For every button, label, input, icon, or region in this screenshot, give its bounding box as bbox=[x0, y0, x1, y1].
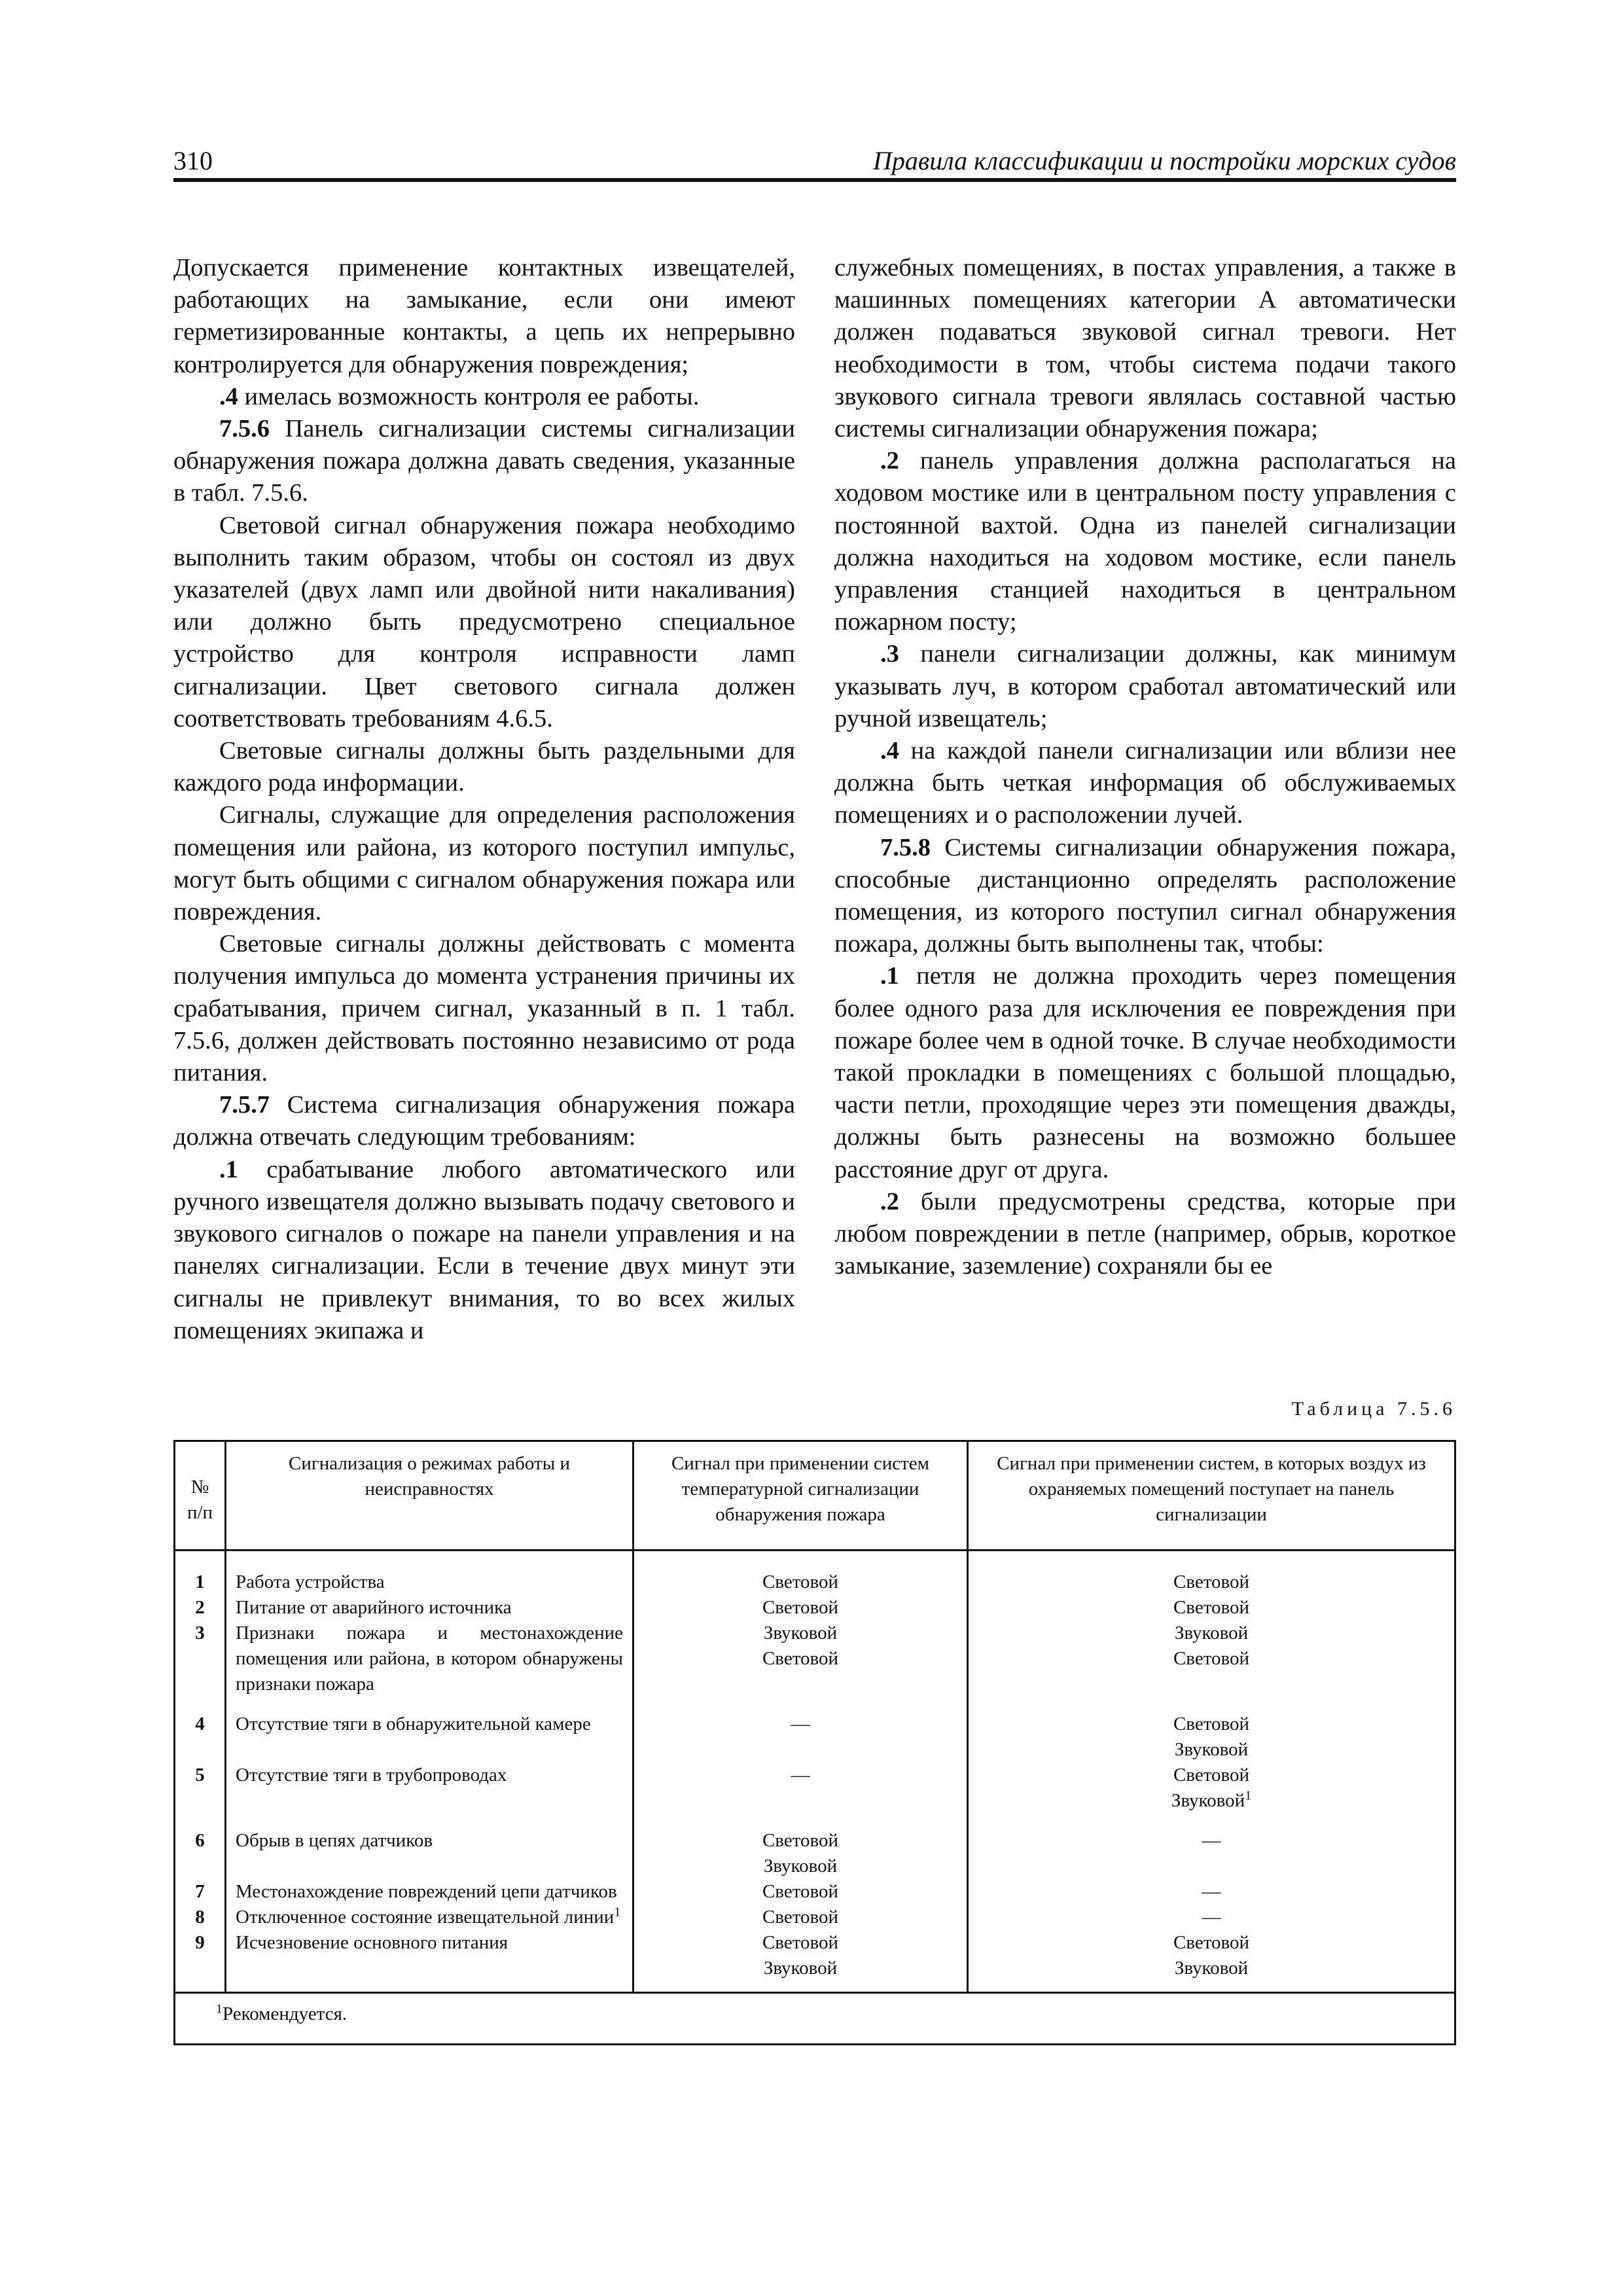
row-number: 6 bbox=[175, 1814, 226, 1879]
running-title: Правила классификации и постройки морских судов bbox=[872, 146, 1456, 175]
paragraph: .1 срабатывание любого автоматического или ручного извещателя должно вызывать подачу светового и звукового сигналов о пожаре на панели управления и на панелях сигнализации. Если в течение двух минут эти сигналы не привлекут внимания, то во всех жилых помещениях экипажа и bbox=[173, 1155, 795, 1344]
paragraph: Сигналы, служащие для определения расположения помещения или района, из которого поступил импульс, могут быть общими с сигналом обнаружения пожара или повреждения. bbox=[173, 801, 795, 926]
table-row bbox=[175, 1697, 1455, 1763]
header-num: № п/п bbox=[175, 1441, 226, 1551]
row-description: Исчезновение основного питания bbox=[226, 1930, 633, 1993]
row-number: 1 bbox=[175, 1551, 226, 1596]
table-row bbox=[175, 1814, 1455, 1879]
paragraph: Световые сигналы должны действовать с момента получения импульса до момента устранения причины их срабатывания, причем сигнал, указанный в п. 1 табл. 7.5.6, должен действовать постоянно независимо от рода питания. bbox=[173, 930, 795, 1087]
row-temp-signal: Световой bbox=[633, 1879, 968, 1905]
paragraph: .4 на каждой панели сигнализации или вблизи нее должна быть четкая информация об обслуживаемых помещениях и о расположении лучей. bbox=[834, 737, 1456, 829]
row-air-signal: — bbox=[968, 1814, 1455, 1879]
row-number: 7 bbox=[175, 1879, 226, 1905]
table-header-row bbox=[175, 1441, 1455, 1551]
header-rule bbox=[173, 178, 1456, 182]
row-temp-signal: Световой Звуковой bbox=[633, 1814, 968, 1879]
row-number: 2 bbox=[175, 1595, 226, 1621]
signal-table bbox=[173, 1440, 1456, 2045]
table-row bbox=[175, 1595, 1455, 1621]
row-temp-signal: — bbox=[633, 1697, 968, 1763]
paragraph: Световой сигнал обнаружения пожара необходимо выполнить таким образом, чтобы он состоял из двух указателей (двух ламп или двойной нити накаливания) или должно быть предусмотрено специальное устройство для контроля исправности ламп сигнализации. Цвет светового сигнала должен соответствовать требованиям 4.6.5. bbox=[173, 511, 795, 732]
header-temp: Сигнал при применении систем температурной сигнализации обнаружения пожара bbox=[633, 1441, 968, 1551]
row-number: 4 bbox=[175, 1697, 226, 1763]
row-number: 9 bbox=[175, 1930, 226, 1993]
paragraph: Световые сигналы должны быть раздельными для каждого рода информации. bbox=[173, 737, 795, 797]
row-air-signal: Световой Звуковой bbox=[968, 1930, 1455, 1993]
table-row bbox=[175, 1879, 1455, 1905]
paragraph: .4 имелась возможность контроля ее работы. bbox=[219, 382, 700, 410]
paragraph: 7.5.7 Система сигнализация обнаружения пожара должна отвечать следующим требованиям: bbox=[173, 1091, 795, 1151]
footnote: $^1$Рекомендуется. bbox=[216, 2001, 348, 2024]
table-row bbox=[175, 1621, 1455, 1697]
row-air-signal: — bbox=[968, 1905, 1455, 1930]
row-temp-signal: — bbox=[633, 1763, 968, 1814]
row-temp-signal: Световой bbox=[633, 1905, 968, 1930]
row-air-signal: Световой bbox=[968, 1595, 1455, 1621]
row-number: 5 bbox=[175, 1763, 226, 1814]
row-description: Отсутствие тяги в трубопроводах bbox=[226, 1763, 633, 1814]
paragraph: .2 были предусмотрены средства, которые при любом повреждении в петле (например, обрыв, короткое замыкание, заземление) сохраняли бы ее bbox=[834, 1187, 1456, 1280]
row-air-signal: Световой Звуковой bbox=[968, 1697, 1455, 1763]
header-mode: Сигнализация о режимах работы и неисправностях bbox=[226, 1441, 633, 1551]
row-temp-signal: Звуковой Световой bbox=[633, 1621, 968, 1697]
table-row bbox=[175, 1763, 1455, 1814]
paragraph: .3 панели сигнализации должны, как минимум указывать луч, в котором сработал автоматический или ручной извещатель; bbox=[834, 640, 1456, 732]
paragraph: 7.5.8 Системы сигнализации обнаружения пожара, способные дистанционно определять расположение помещения, из которого поступил сигнал обнаружения пожара, должны быть выполнены так, чтобы: bbox=[834, 833, 1456, 958]
row-air-signal: Световой bbox=[968, 1551, 1455, 1596]
left-column bbox=[173, 252, 795, 1347]
row-air-signal: Звуковой Световой bbox=[968, 1621, 1455, 1697]
footnote-row bbox=[175, 1993, 1455, 2045]
row-description: Признаки пожара и местонахождение помещения или района, в котором обнаружены признаки пожара bbox=[226, 1621, 633, 1697]
row-temp-signal: Световой bbox=[633, 1595, 968, 1621]
paragraph: 7.5.6 Панель сигнализации системы сигнализации обнаружения пожара должна давать сведения, указанные в табл. 7.5.6. bbox=[173, 415, 795, 507]
row-number: 8 bbox=[175, 1905, 226, 1930]
paragraph: .1 петля не должна проходить через помещения более одного раза для исключения ее повреждения при пожаре более чем в одной точке. В случае необходимости такой прокладки в помещениях с большой площадью, части петли, проходящие через эти помещения дважды, должны быть разнесены на возможно большее расстояние друг от друга. bbox=[834, 962, 1456, 1183]
row-description: Работа устройства bbox=[226, 1551, 633, 1596]
row-number: 3 bbox=[175, 1621, 226, 1697]
right-column bbox=[834, 252, 1456, 1283]
page-header bbox=[173, 145, 1456, 179]
paragraph: .2 панель управления должна располагаться на ходовом мостике или в центральном посту управления с постоянной вахтой. Одна из панелей сигнализации должна находиться на ходовом мостике, если панель управления станцией находиться в центральном пожарном посту; bbox=[834, 447, 1456, 636]
header-air: Сигнал при применении систем, в которых воздух из охраняемых помещений поступает на панель сигнализации bbox=[968, 1441, 1455, 1551]
page-number: 310 bbox=[173, 146, 213, 175]
row-temp-signal: Световой Звуковой bbox=[633, 1930, 968, 1993]
row-description: Местонахождение повреждений цепи датчиков bbox=[226, 1879, 633, 1905]
row-description: Отсутствие тяги в обнаружительной камере bbox=[226, 1697, 633, 1763]
table-row bbox=[175, 1551, 1455, 1596]
table-row bbox=[175, 1930, 1455, 1993]
table-caption: Таблица 7.5.6 bbox=[1291, 1398, 1456, 1420]
row-description: Питание от аварийного источника bbox=[226, 1595, 633, 1621]
row-temp-signal: Световой bbox=[633, 1551, 968, 1596]
paragraph: Допускается применение контактных извещателей, работающих на замыкание, если они имеют герметизированные контакты, а цепь их непрерывно контролируется для обнаружения повреждения; bbox=[173, 254, 795, 378]
table-row bbox=[175, 1905, 1455, 1930]
row-air-signal: — bbox=[968, 1879, 1455, 1905]
row-description: Обрыв в цепях датчиков bbox=[226, 1814, 633, 1879]
paragraph: служебных помещениях, в постах управления, а также в машинных помещениях категории А автоматически должен подаваться звуковой сигнал тревоги. Нет необходимости в том, чтобы система подачи такого звукового сигнала тревоги являлась составной частью системы сигнализации обнаружения пожара; bbox=[834, 254, 1456, 443]
row-description: Отключенное состояние извещательной линии$^1$ bbox=[226, 1905, 633, 1930]
row-air-signal: Световой Звуковой$^1$ bbox=[968, 1763, 1455, 1814]
